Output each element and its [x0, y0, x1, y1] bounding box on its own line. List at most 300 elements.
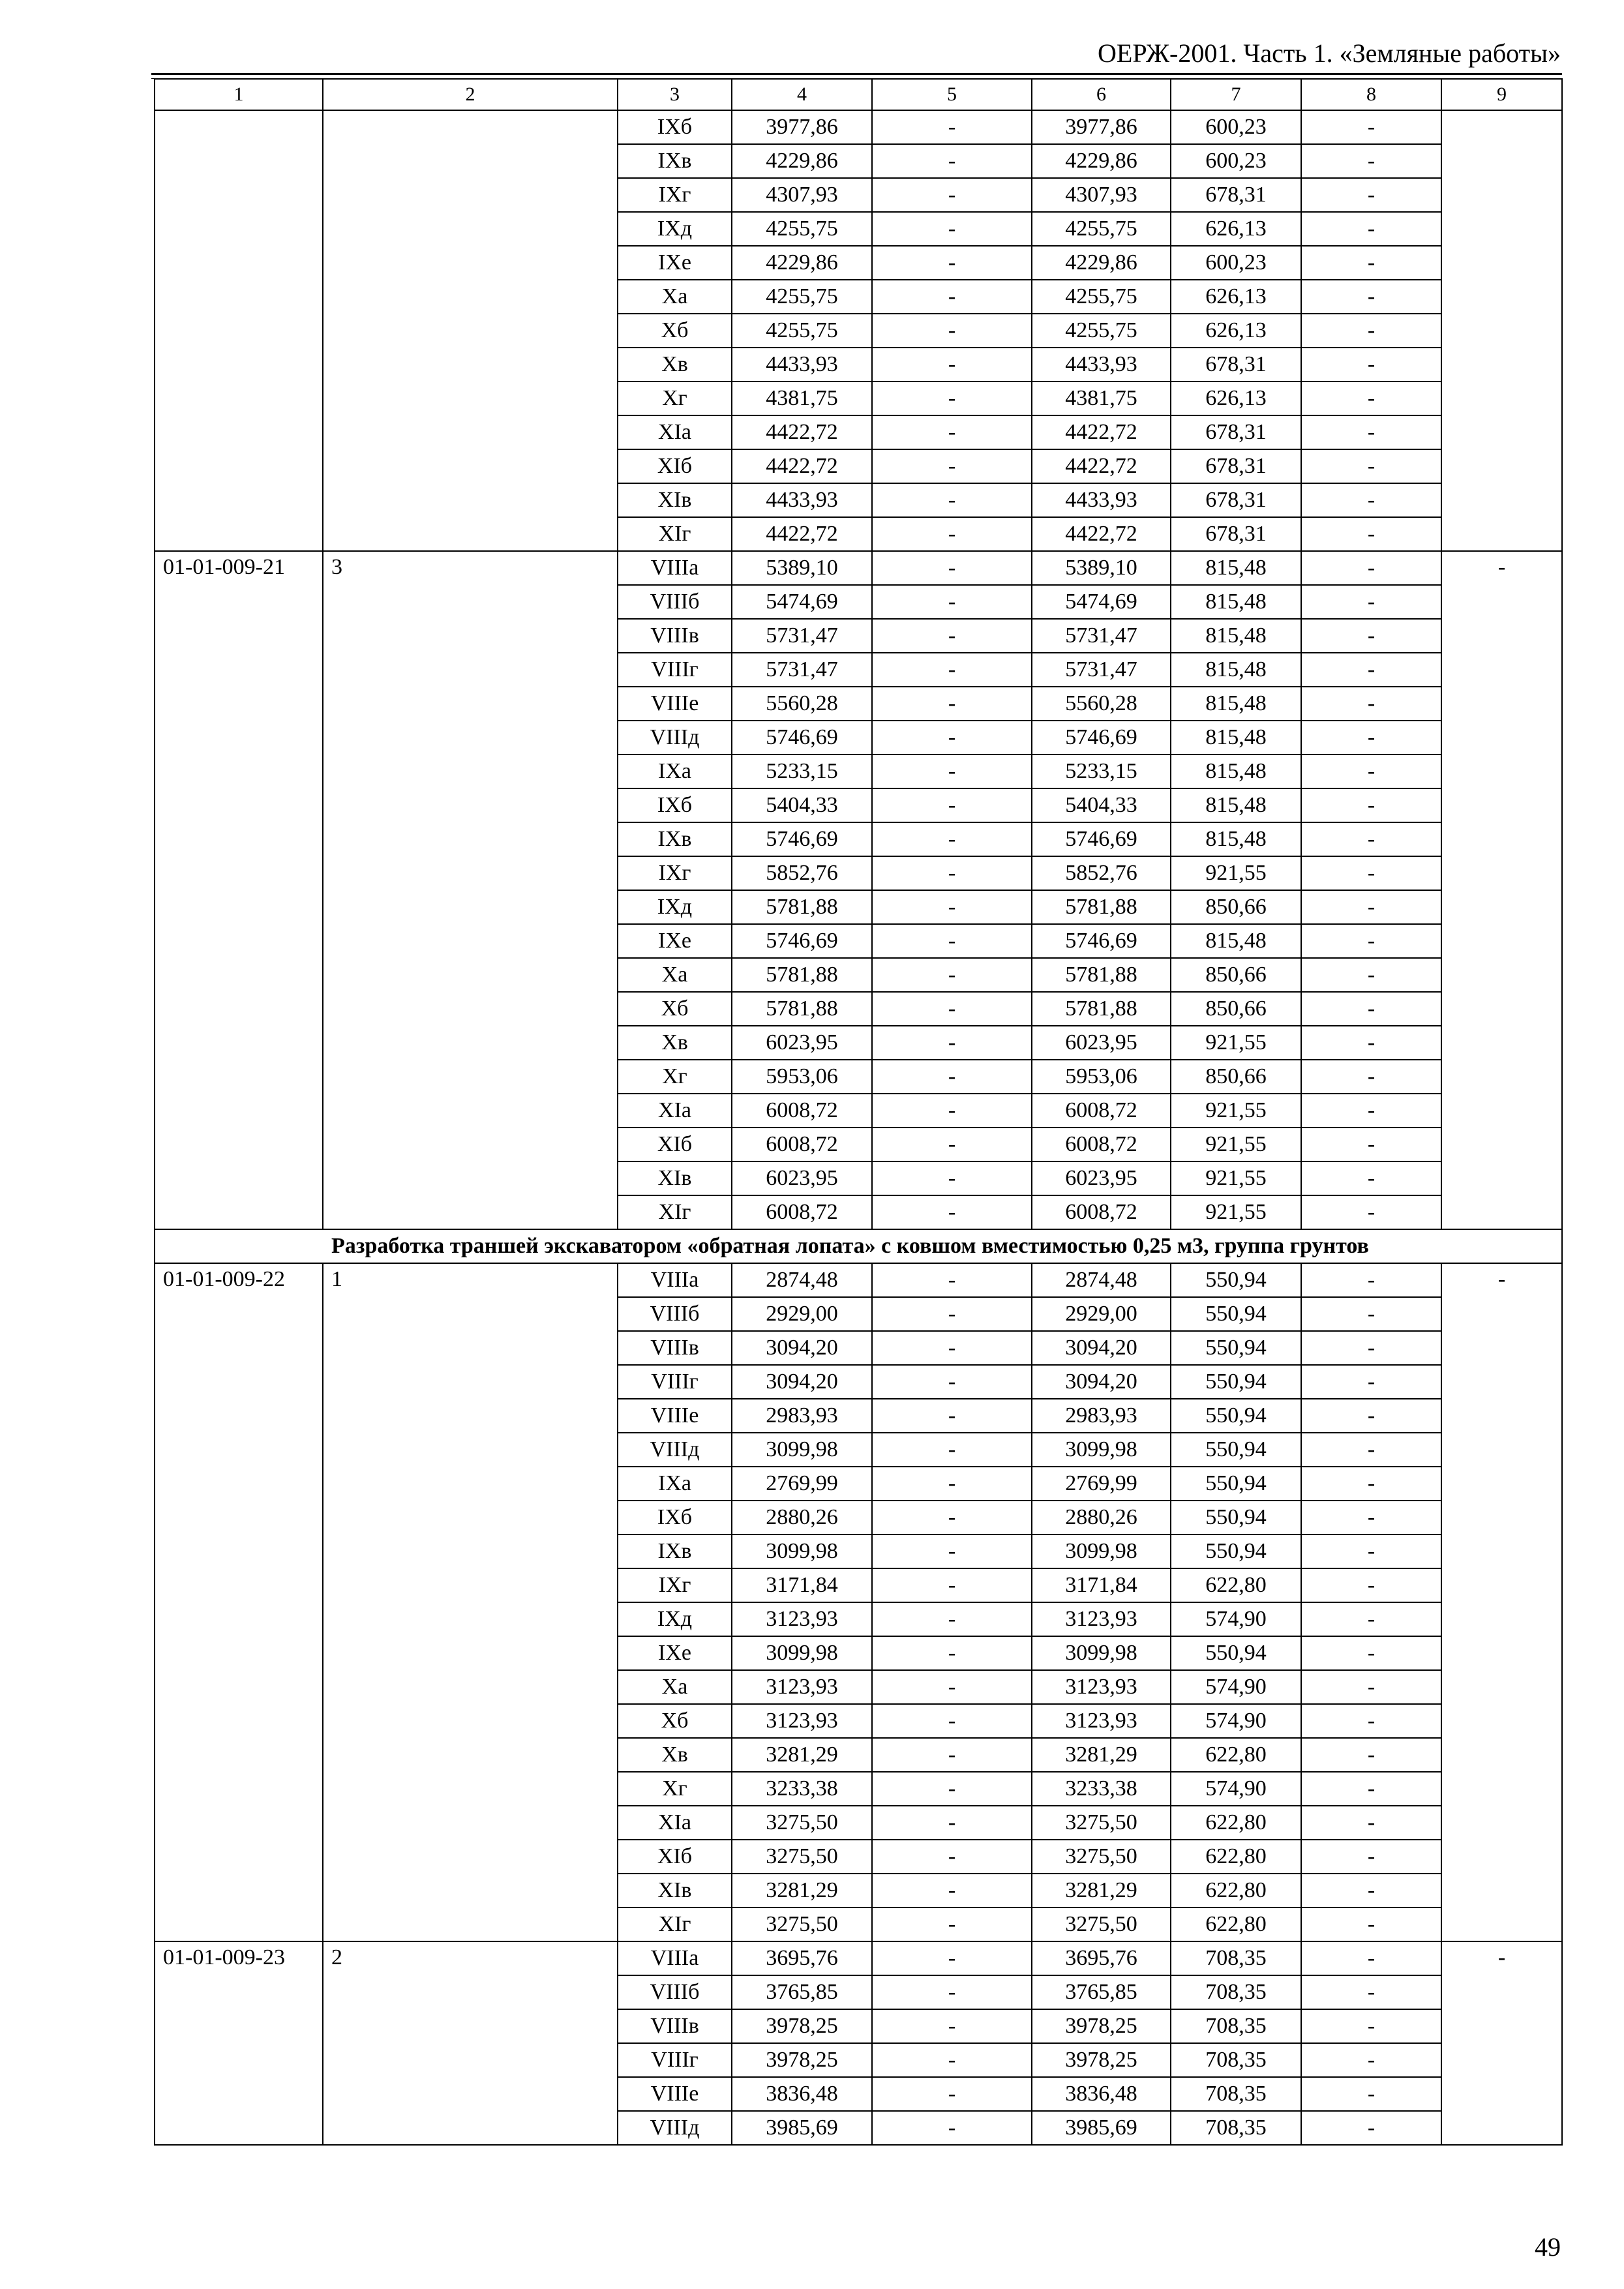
driver-wages-cell: 626,13 [1171, 382, 1301, 415]
materials-cell: - [1301, 992, 1441, 1026]
wages-cell: - [872, 856, 1032, 890]
wages-cell: - [872, 992, 1032, 1026]
wages-cell: - [872, 1263, 1032, 1297]
materials-cell: - [1301, 1874, 1441, 1908]
rate-code-cell: 01-01-009-22 [155, 1263, 323, 1941]
total-cost-cell: 3281,29 [732, 1738, 872, 1772]
wages-cell: - [872, 483, 1032, 517]
driver-wages-cell: 550,94 [1171, 1399, 1301, 1433]
driver-wages-cell: 678,31 [1171, 415, 1301, 449]
zone-cell: XIа [618, 415, 732, 449]
wages-cell: - [872, 1975, 1032, 2009]
zone-cell: IXд [618, 890, 732, 924]
driver-wages-cell: 550,94 [1171, 1467, 1301, 1501]
total-cost-cell: 2929,00 [732, 1297, 872, 1331]
zone-cell: Xв [618, 348, 732, 382]
total-cost-cell: 3978,25 [732, 2009, 872, 2043]
driver-wages-cell: 921,55 [1171, 1128, 1301, 1161]
materials-cell: - [1301, 687, 1441, 721]
zone-cell: VIIIб [618, 1975, 732, 2009]
wages-cell: - [872, 1738, 1032, 1772]
wages-cell: - [872, 890, 1032, 924]
machine-cost-cell: 5389,10 [1032, 551, 1171, 585]
driver-wages-cell: 850,66 [1171, 958, 1301, 992]
driver-wages-cell: 622,80 [1171, 1840, 1301, 1874]
wages-cell: - [872, 2009, 1032, 2043]
zone-cell: VIIIг [618, 2043, 732, 2077]
machine-cost-cell: 3281,29 [1032, 1738, 1171, 1772]
soil-group-cell [323, 110, 618, 551]
driver-wages-cell: 550,94 [1171, 1501, 1301, 1534]
table-row [155, 551, 1562, 585]
machine-cost-cell: 4433,93 [1032, 348, 1171, 382]
driver-wages-cell: 815,48 [1171, 619, 1301, 653]
page-number: 49 [1535, 2232, 1561, 2262]
machine-cost-cell: 5731,47 [1032, 619, 1171, 653]
rate-code-cell [155, 110, 323, 551]
zone-cell: IXв [618, 822, 732, 856]
materials-cell: - [1301, 144, 1441, 178]
machine-cost-cell: 3275,50 [1032, 1840, 1171, 1874]
driver-wages-cell: 708,35 [1171, 2077, 1301, 2111]
machine-cost-cell: 6008,72 [1032, 1128, 1171, 1161]
driver-wages-cell: 550,94 [1171, 1636, 1301, 1670]
driver-wages-cell: 815,48 [1171, 822, 1301, 856]
total-cost-cell: 3233,38 [732, 1772, 872, 1806]
driver-wages-cell: 921,55 [1171, 1026, 1301, 1060]
materials-cell: - [1301, 1128, 1441, 1161]
total-cost-cell: 3275,50 [732, 1908, 872, 1941]
total-cost-cell: 5389,10 [732, 551, 872, 585]
wages-cell: - [872, 1467, 1032, 1501]
driver-wages-cell: 678,31 [1171, 178, 1301, 212]
zone-cell: VIIIв [618, 1331, 732, 1365]
driver-wages-cell: 626,13 [1171, 280, 1301, 314]
driver-wages-cell: 622,80 [1171, 1874, 1301, 1908]
machine-cost-cell: 5404,33 [1032, 788, 1171, 822]
materials-cell: - [1301, 449, 1441, 483]
zone-cell: IXб [618, 1501, 732, 1534]
driver-wages-cell: 622,80 [1171, 1738, 1301, 1772]
total-cost-cell: 5560,28 [732, 687, 872, 721]
soil-group-cell: 2 [323, 1941, 618, 2145]
machine-cost-cell: 4433,93 [1032, 483, 1171, 517]
driver-wages-cell: 708,35 [1171, 2111, 1301, 2145]
materials-cell: - [1301, 178, 1441, 212]
machine-cost-cell: 3978,25 [1032, 2043, 1171, 2077]
total-cost-cell: 3275,50 [732, 1840, 872, 1874]
materials-cell: - [1301, 1806, 1441, 1840]
zone-cell: IXа [618, 755, 732, 788]
driver-wages-cell: 921,55 [1171, 1094, 1301, 1128]
total-cost-cell: 4422,72 [732, 449, 872, 483]
wages-cell: - [872, 1704, 1032, 1738]
driver-wages-cell: 600,23 [1171, 246, 1301, 280]
total-cost-cell: 4229,86 [732, 246, 872, 280]
driver-wages-cell: 921,55 [1171, 1195, 1301, 1229]
labor-cost-cell: - [1441, 1941, 1562, 2145]
section-heading: Разработка траншей экскаватором «обратная лопата» с ковшом вместимостью 0,25 м3, группа грунтов [155, 1229, 1562, 1263]
materials-cell: - [1301, 1195, 1441, 1229]
wages-cell: - [872, 1908, 1032, 1941]
machine-cost-cell: 5781,88 [1032, 890, 1171, 924]
wages-cell: - [872, 924, 1032, 958]
column-number-cell: 6 [1032, 79, 1171, 110]
total-cost-cell: 4255,75 [732, 280, 872, 314]
wages-cell: - [872, 415, 1032, 449]
machine-cost-cell: 6008,72 [1032, 1195, 1171, 1229]
total-cost-cell: 3094,20 [732, 1331, 872, 1365]
materials-cell: - [1301, 1534, 1441, 1568]
total-cost-cell: 3978,25 [732, 2043, 872, 2077]
wages-cell: - [872, 585, 1032, 619]
machine-cost-cell: 5852,76 [1032, 856, 1171, 890]
wages-cell: - [872, 348, 1032, 382]
materials-cell: - [1301, 1161, 1441, 1195]
zone-cell: Xг [618, 1060, 732, 1094]
zone-cell: XIб [618, 449, 732, 483]
total-cost-cell: 4307,93 [732, 178, 872, 212]
machine-cost-cell: 5731,47 [1032, 653, 1171, 687]
rate-code-cell: 01-01-009-21 [155, 551, 323, 1229]
materials-cell: - [1301, 1433, 1441, 1467]
materials-cell: - [1301, 1297, 1441, 1331]
machine-cost-cell: 2769,99 [1032, 1467, 1171, 1501]
column-number-cell: 8 [1301, 79, 1441, 110]
labor-cost-cell: - [1441, 1263, 1562, 1941]
machine-cost-cell: 5560,28 [1032, 687, 1171, 721]
total-cost-cell: 5781,88 [732, 958, 872, 992]
materials-cell: - [1301, 890, 1441, 924]
machine-cost-cell: 4307,93 [1032, 178, 1171, 212]
total-cost-cell: 3094,20 [732, 1365, 872, 1399]
materials-cell: - [1301, 1094, 1441, 1128]
materials-cell: - [1301, 822, 1441, 856]
driver-wages-cell: 815,48 [1171, 721, 1301, 755]
materials-cell: - [1301, 585, 1441, 619]
machine-cost-cell: 4255,75 [1032, 314, 1171, 348]
materials-cell: - [1301, 1704, 1441, 1738]
driver-wages-cell: 815,48 [1171, 551, 1301, 585]
wages-cell: - [872, 1941, 1032, 1975]
zone-cell: VIIIа [618, 1941, 732, 1975]
wages-cell: - [872, 1060, 1032, 1094]
wages-cell: - [872, 1806, 1032, 1840]
materials-cell: - [1301, 721, 1441, 755]
zone-cell: IXе [618, 246, 732, 280]
driver-wages-cell: 600,23 [1171, 144, 1301, 178]
materials-cell: - [1301, 619, 1441, 653]
wages-cell: - [872, 822, 1032, 856]
driver-wages-cell: 850,66 [1171, 1060, 1301, 1094]
column-number-row [155, 79, 1562, 110]
driver-wages-cell: 708,35 [1171, 2009, 1301, 2043]
machine-cost-cell: 6023,95 [1032, 1161, 1171, 1195]
wages-cell: - [872, 144, 1032, 178]
materials-cell: - [1301, 246, 1441, 280]
machine-cost-cell: 4255,75 [1032, 280, 1171, 314]
wages-cell: - [872, 1094, 1032, 1128]
driver-wages-cell: 550,94 [1171, 1297, 1301, 1331]
table-row [155, 110, 1562, 144]
zone-cell: IXв [618, 144, 732, 178]
wages-cell: - [872, 382, 1032, 415]
zone-cell: VIIIе [618, 2077, 732, 2111]
machine-cost-cell: 2880,26 [1032, 1501, 1171, 1534]
driver-wages-cell: 850,66 [1171, 992, 1301, 1026]
zone-cell: VIIIб [618, 585, 732, 619]
machine-cost-cell: 3123,93 [1032, 1602, 1171, 1636]
zone-cell: Xб [618, 1704, 732, 1738]
materials-cell: - [1301, 382, 1441, 415]
column-number-cell: 1 [155, 79, 323, 110]
zone-cell: IXг [618, 178, 732, 212]
total-cost-cell: 5731,47 [732, 619, 872, 653]
driver-wages-cell: 622,80 [1171, 1568, 1301, 1602]
driver-wages-cell: 574,90 [1171, 1602, 1301, 1636]
wages-cell: - [872, 449, 1032, 483]
total-cost-cell: 5233,15 [732, 755, 872, 788]
wages-cell: - [872, 2043, 1032, 2077]
machine-cost-cell: 4229,86 [1032, 246, 1171, 280]
total-cost-cell: 5474,69 [732, 585, 872, 619]
total-cost-cell: 5852,76 [732, 856, 872, 890]
zone-cell: Xб [618, 992, 732, 1026]
machine-cost-cell: 3281,29 [1032, 1874, 1171, 1908]
zone-cell: VIIIд [618, 2111, 732, 2145]
zone-cell: XIг [618, 1195, 732, 1229]
driver-wages-cell: 574,90 [1171, 1704, 1301, 1738]
wages-cell: - [872, 1636, 1032, 1670]
wages-cell: - [872, 653, 1032, 687]
materials-cell: - [1301, 348, 1441, 382]
materials-cell: - [1301, 1670, 1441, 1704]
total-cost-cell: 5781,88 [732, 992, 872, 1026]
zone-cell: Xа [618, 280, 732, 314]
machine-cost-cell: 2983,93 [1032, 1399, 1171, 1433]
materials-cell: - [1301, 2077, 1441, 2111]
materials-cell: - [1301, 1060, 1441, 1094]
driver-wages-cell: 550,94 [1171, 1263, 1301, 1297]
zone-cell: VIIIг [618, 1365, 732, 1399]
driver-wages-cell: 574,90 [1171, 1670, 1301, 1704]
machine-cost-cell: 5746,69 [1032, 721, 1171, 755]
driver-wages-cell: 600,23 [1171, 110, 1301, 144]
wages-cell: - [872, 1433, 1032, 1467]
wages-cell: - [872, 2077, 1032, 2111]
zone-cell: VIIIд [618, 721, 732, 755]
column-number-cell: 4 [732, 79, 872, 110]
total-cost-cell: 3123,93 [732, 1704, 872, 1738]
wages-cell: - [872, 314, 1032, 348]
zone-cell: Xа [618, 1670, 732, 1704]
zone-cell: XIа [618, 1094, 732, 1128]
driver-wages-cell: 550,94 [1171, 1365, 1301, 1399]
materials-cell: - [1301, 856, 1441, 890]
materials-cell: - [1301, 1941, 1441, 1975]
materials-cell: - [1301, 314, 1441, 348]
materials-cell: - [1301, 1263, 1441, 1297]
zone-cell: XIв [618, 1161, 732, 1195]
rate-code-cell: 01-01-009-23 [155, 1941, 323, 2145]
total-cost-cell: 4422,72 [732, 517, 872, 551]
machine-cost-cell: 2874,48 [1032, 1263, 1171, 1297]
materials-cell: - [1301, 483, 1441, 517]
machine-cost-cell: 4229,86 [1032, 144, 1171, 178]
wages-cell: - [872, 687, 1032, 721]
zone-cell: XIг [618, 517, 732, 551]
materials-cell: - [1301, 1636, 1441, 1670]
zone-cell: VIIIе [618, 687, 732, 721]
driver-wages-cell: 622,80 [1171, 1806, 1301, 1840]
total-cost-cell: 4255,75 [732, 212, 872, 246]
labor-cost-cell [1441, 110, 1562, 551]
materials-cell: - [1301, 2043, 1441, 2077]
machine-cost-cell: 5746,69 [1032, 822, 1171, 856]
zone-cell: VIIIд [618, 1433, 732, 1467]
wages-cell: - [872, 1534, 1032, 1568]
soil-group-cell: 1 [323, 1263, 618, 1941]
zone-cell: VIIIа [618, 1263, 732, 1297]
total-cost-cell: 4433,93 [732, 483, 872, 517]
driver-wages-cell: 622,80 [1171, 1908, 1301, 1941]
machine-cost-cell: 5781,88 [1032, 992, 1171, 1026]
total-cost-cell: 6008,72 [732, 1128, 872, 1161]
materials-cell: - [1301, 517, 1441, 551]
page-header-title: ОЕРЖ-2001. Часть 1. «Земляные работы» [1098, 38, 1561, 68]
zone-cell: IXг [618, 1568, 732, 1602]
total-cost-cell: 6023,95 [732, 1161, 872, 1195]
machine-cost-cell: 3977,86 [1032, 110, 1171, 144]
wages-cell: - [872, 1026, 1032, 1060]
driver-wages-cell: 626,13 [1171, 314, 1301, 348]
zone-cell: VIIIг [618, 653, 732, 687]
total-cost-cell: 5731,47 [732, 653, 872, 687]
wages-cell: - [872, 1501, 1032, 1534]
driver-wages-cell: 678,31 [1171, 449, 1301, 483]
zone-cell: XIв [618, 483, 732, 517]
wages-cell: - [872, 1297, 1032, 1331]
driver-wages-cell: 708,35 [1171, 1975, 1301, 2009]
machine-cost-cell: 3985,69 [1032, 2111, 1171, 2145]
column-number-cell: 2 [323, 79, 618, 110]
column-number-cell: 9 [1441, 79, 1562, 110]
machine-cost-cell: 3765,85 [1032, 1975, 1171, 2009]
column-number-cell: 5 [872, 79, 1032, 110]
wages-cell: - [872, 1331, 1032, 1365]
machine-cost-cell: 3099,98 [1032, 1433, 1171, 1467]
zone-cell: IXе [618, 924, 732, 958]
wages-cell: - [872, 110, 1032, 144]
total-cost-cell: 3099,98 [732, 1636, 872, 1670]
total-cost-cell: 2874,48 [732, 1263, 872, 1297]
materials-cell: - [1301, 1975, 1441, 2009]
zone-cell: IXб [618, 110, 732, 144]
machine-cost-cell: 5781,88 [1032, 958, 1171, 992]
materials-cell: - [1301, 1501, 1441, 1534]
machine-cost-cell: 6008,72 [1032, 1094, 1171, 1128]
machine-cost-cell: 4255,75 [1032, 212, 1171, 246]
materials-cell: - [1301, 212, 1441, 246]
materials-cell: - [1301, 1365, 1441, 1399]
zone-cell: Xв [618, 1026, 732, 1060]
machine-cost-cell: 4422,72 [1032, 415, 1171, 449]
driver-wages-cell: 815,48 [1171, 585, 1301, 619]
wages-cell: - [872, 280, 1032, 314]
zone-cell: VIIIе [618, 1399, 732, 1433]
driver-wages-cell: 815,48 [1171, 687, 1301, 721]
materials-cell: - [1301, 1467, 1441, 1501]
zone-cell: Xг [618, 382, 732, 415]
zone-cell: Xг [618, 1772, 732, 1806]
driver-wages-cell: 678,31 [1171, 517, 1301, 551]
materials-cell: - [1301, 2111, 1441, 2145]
wages-cell: - [872, 788, 1032, 822]
zone-cell: VIIIа [618, 551, 732, 585]
materials-cell: - [1301, 1840, 1441, 1874]
zone-cell: VIIIв [618, 2009, 732, 2043]
wages-cell: - [872, 1161, 1032, 1195]
driver-wages-cell: 921,55 [1171, 856, 1301, 890]
labor-cost-cell: - [1441, 551, 1562, 1229]
wages-cell: - [872, 517, 1032, 551]
zone-cell: IXв [618, 1534, 732, 1568]
machine-cost-cell: 3094,20 [1032, 1365, 1171, 1399]
total-cost-cell: 5746,69 [732, 822, 872, 856]
materials-cell: - [1301, 924, 1441, 958]
total-cost-cell: 3977,86 [732, 110, 872, 144]
materials-cell: - [1301, 415, 1441, 449]
zone-cell: XIг [618, 1908, 732, 1941]
materials-cell: - [1301, 1331, 1441, 1365]
zone-cell: VIIIв [618, 619, 732, 653]
wages-cell: - [872, 551, 1032, 585]
wages-cell: - [872, 2111, 1032, 2145]
total-cost-cell: 4433,93 [732, 348, 872, 382]
materials-cell: - [1301, 653, 1441, 687]
driver-wages-cell: 815,48 [1171, 924, 1301, 958]
total-cost-cell: 6008,72 [732, 1195, 872, 1229]
wages-cell: - [872, 721, 1032, 755]
total-cost-cell: 3281,29 [732, 1874, 872, 1908]
zone-cell: XIб [618, 1128, 732, 1161]
machine-cost-cell: 3275,50 [1032, 1806, 1171, 1840]
wages-cell: - [872, 1874, 1032, 1908]
zone-cell: IXд [618, 1602, 732, 1636]
wages-cell: - [872, 1568, 1032, 1602]
zone-cell: IXб [618, 788, 732, 822]
machine-cost-cell: 3099,98 [1032, 1534, 1171, 1568]
driver-wages-cell: 626,13 [1171, 212, 1301, 246]
zone-cell: VIIIб [618, 1297, 732, 1331]
machine-cost-cell: 5233,15 [1032, 755, 1171, 788]
driver-wages-cell: 678,31 [1171, 483, 1301, 517]
driver-wages-cell: 550,94 [1171, 1433, 1301, 1467]
zone-cell: IXе [618, 1636, 732, 1670]
wages-cell: - [872, 1195, 1032, 1229]
materials-cell: - [1301, 110, 1441, 144]
machine-cost-cell: 4422,72 [1032, 517, 1171, 551]
wages-cell: - [872, 1365, 1032, 1399]
driver-wages-cell: 850,66 [1171, 890, 1301, 924]
rates-table-container [154, 78, 1563, 2146]
machine-cost-cell: 3099,98 [1032, 1636, 1171, 1670]
wages-cell: - [872, 246, 1032, 280]
total-cost-cell: 5746,69 [732, 721, 872, 755]
materials-cell: - [1301, 1738, 1441, 1772]
materials-cell: - [1301, 280, 1441, 314]
zone-cell: Xб [618, 314, 732, 348]
